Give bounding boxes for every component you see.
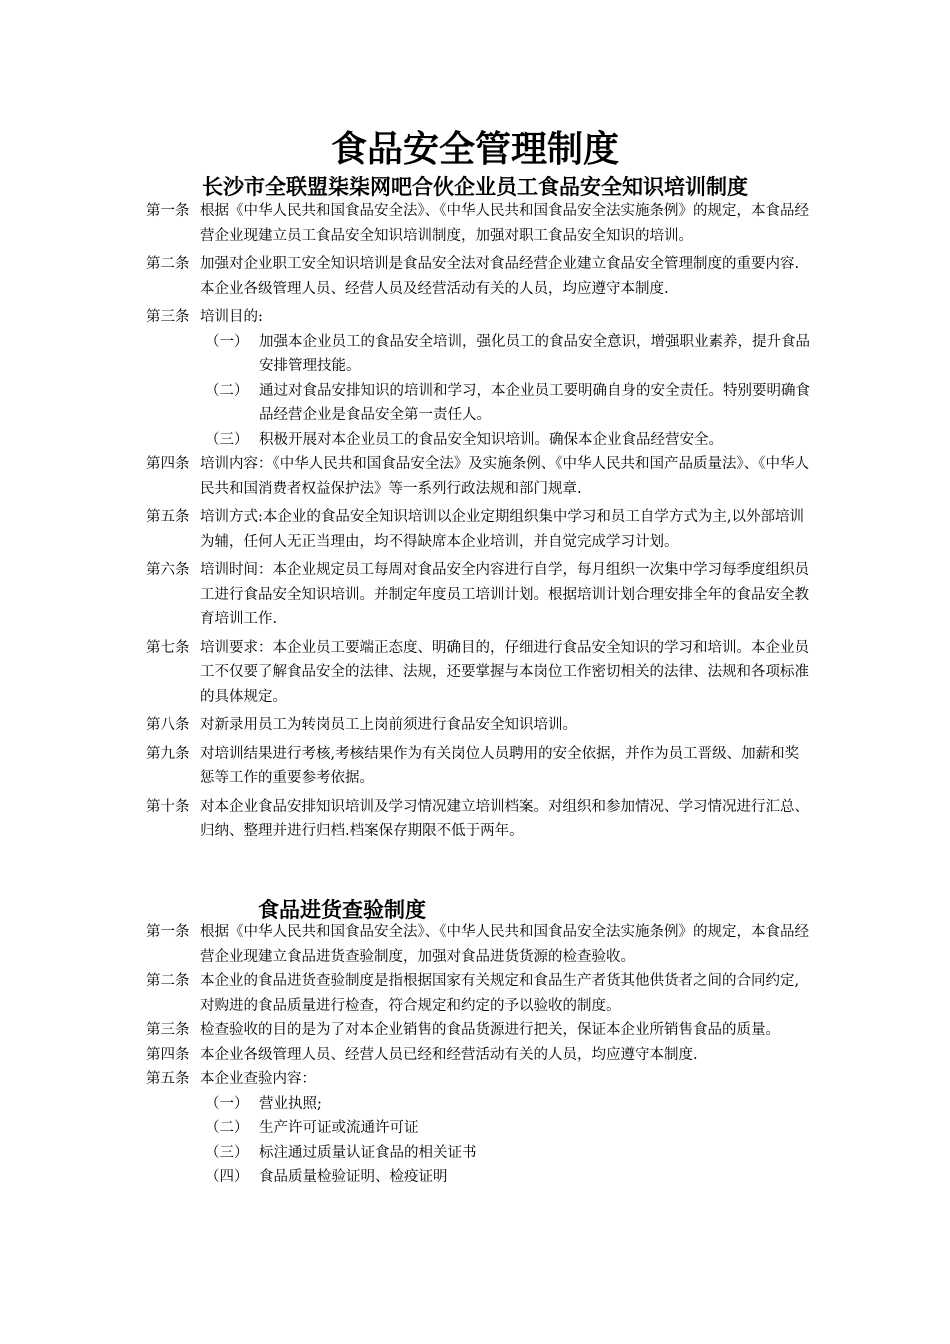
check-item [0, 1165, 814, 1190]
clause [0, 920, 810, 969]
clause-number: 第九条 [146, 745, 190, 762]
item-text: 生产许可证或流通许可证 [259, 1120, 419, 1136]
clause-text: 本企业的食品进货查验制度是指根据国家有关规定和食品生产者货其他供货者之间的合同约定,对购进的食品质量进行检查，符合规定和约定的予以验收的制度。 [200, 973, 800, 1014]
clause-number: 第二条 [146, 256, 190, 272]
clause-number: 第六条 [146, 562, 190, 578]
clause [0, 1043, 810, 1068]
purpose-item [0, 330, 814, 379]
clause-text: 对本企业食品安排知识培训及学习情况建立培训档案。对组织和参加情况、学习情况进行汇总、归纳、整理并进行归档.档案保存期限不低于两年。 [200, 798, 809, 839]
clause-text: 本企业查验内容： [200, 1071, 316, 1087]
purpose-item [0, 379, 814, 428]
item-text: 加强本企业员工的食品安全培训，强化员工的食品安全意识，增强职业素养，提升食品安排管理技能。 [259, 333, 810, 374]
clause [0, 505, 810, 554]
clause-text: 对新录用员工为转岗员工上岗前须进行食品安全知识培训。 [200, 717, 577, 733]
section2-title: 食品进货查验制度 [258, 898, 426, 922]
clause [0, 969, 810, 1018]
clause-number: 第一条 [146, 924, 190, 940]
item-marker: （四） [205, 1169, 249, 1185]
clause [0, 1018, 810, 1043]
check-item [0, 1141, 814, 1166]
clause-number: 第三条 [146, 1022, 190, 1038]
clause-number: 第十条 [146, 798, 190, 815]
clause-number: 第四条 [146, 456, 190, 472]
clause-number: 第一条 [146, 203, 190, 219]
item-marker: （三） [205, 431, 249, 448]
clause [0, 713, 810, 738]
clause-text: 根据《中华人民共和国食品安全法》、《中华人民共和国食品安全法实施条例》的规定，本食品经营企业现建立员工食品安全知识培训制度，加强对职工食品安全知识的培训。 [200, 203, 809, 244]
item-text: 营业执照; [259, 1095, 322, 1112]
clause-number: 第八条 [146, 717, 190, 733]
item-text: 积极开展对本企业员工的食品安全知识培训。确保本企业食品经营安全。 [259, 431, 723, 448]
clause-text: 培训目的: [200, 309, 263, 325]
clause-number: 第七条 [146, 639, 190, 656]
item-marker: （一） [205, 1095, 249, 1112]
clause-text: 培训要求：本企业员工要端正态度、明确目的，仔细进行食品安全知识的学习和培训。本企业员工不仅要了解食品安全的法律、法规，还要掌握与本岗位工作密切相关的法律、法规和各项标准的具体规定。 [200, 639, 809, 705]
clause-text: 培训时间：本企业规定员工每周对食品安全内容进行自学，每月组织一次集中学习每季度组织员工进行食品安全知识培训。并制定年度员工培训计划。根据培训计划合理安排全年的食品安全教育培训工作. [200, 562, 809, 627]
clause [0, 1067, 810, 1092]
item-text: 通过对食品安排知识的培训和学习，本企业员工要明确自身的安全责任。特别要明确食品经营企业是食品安全第一责任人。 [259, 382, 810, 423]
section1-body [0, 199, 950, 844]
clause [0, 199, 810, 248]
clause-text: 培训内容：《中华人民共和国食品安全法》及实施条例、《中华人民共和国产品质量法》、《中华人民共和国消费者权益保护法》等一系列行政法规和部门规章. [200, 456, 809, 497]
clause-number: 第五条 [146, 509, 190, 525]
purpose-item [0, 428, 814, 453]
document-title: 食品安全管理制度 [330, 129, 619, 170]
item-marker: （一） [205, 333, 249, 350]
clause-text: 对培训结果进行考核,考核结果作为有关岗位人员聘用的安全依据，并作为员工晋级、加薪和奖惩等工作的重要参考依据。 [200, 745, 800, 786]
item-marker: （二） [205, 1120, 249, 1136]
check-item [0, 1116, 814, 1141]
clause-number: 第四条 [146, 1046, 190, 1063]
clause [0, 558, 810, 632]
clause-text: 培训方式:本企业的食品安全知识培训以企业定期组织集中学习和员工自学方式为主,以外部培训为辅，任何人无正当理由，均不得缺席本企业培训，并自觉完成学习计划。 [200, 509, 804, 550]
item-marker: （三） [205, 1144, 249, 1161]
clause [0, 452, 810, 501]
clause-text: 本企业各级管理人员、经营人员已经和经营活动有关的人员，均应遵守本制度. [200, 1046, 698, 1063]
clause-text: 检查验收的目的是为了对本企业销售的食品货源进行把关，保证本企业所销售食品的质量。 [200, 1022, 780, 1038]
clause [0, 795, 810, 844]
check-item [0, 1092, 814, 1117]
item-marker: （二） [205, 382, 249, 399]
section1-title: 长沙市全联盟柒柒网吧合伙企业员工食品安全知识培训制度 [202, 175, 748, 199]
clause-text: 根据《中华人民共和国食品安全法》、《中华人民共和国食品安全法实施条例》的规定，本食品经营企业现建立食品进货查验制度，加强对食品进货货源的检查验收。 [200, 924, 809, 965]
clause [0, 742, 810, 791]
clause-number: 第二条 [146, 973, 190, 989]
item-text: 食品质量检验证明、检疫证明 [259, 1169, 448, 1185]
clause-text: 加强对企业职工安全知识培训是食品安全法对食品经营企业建立食品安全管理制度的重要内容.本企业各级管理人员、经营人员及经营活动有关的人员，均应遵守本制度. [200, 256, 800, 297]
clause-number: 第五条 [146, 1071, 190, 1087]
clause [0, 636, 810, 710]
clause [0, 252, 810, 301]
section2-body [0, 920, 950, 1190]
item-text: 标注通过质量认证食品的相关证书 [259, 1144, 477, 1161]
clause-number: 第三条 [146, 309, 190, 325]
clause [0, 305, 810, 330]
